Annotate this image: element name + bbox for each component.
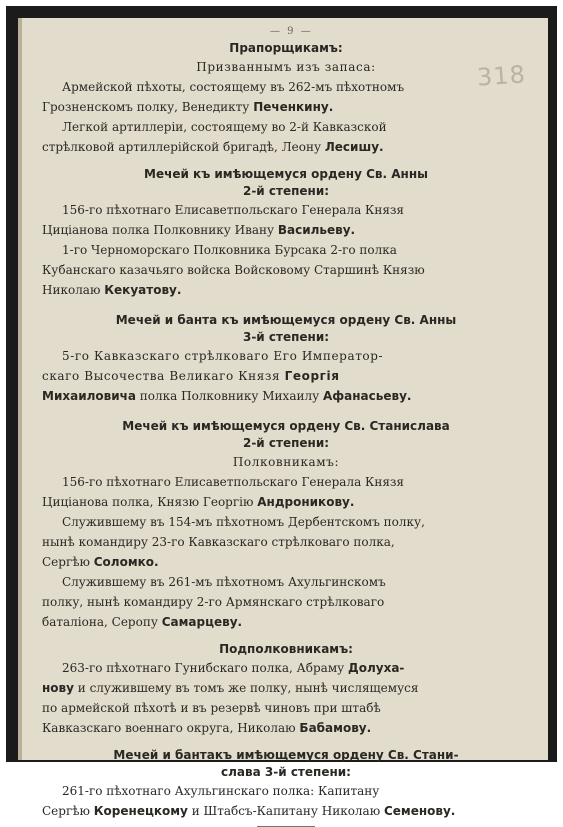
page-content xyxy=(42,40,530,827)
entry-line: полку, нынѣ командиру 2-го Армянскаго стрѣлковаго xyxy=(42,595,385,609)
entry-line: Сергѣю Коренецкому и Штабсъ-Капитану Николаю Семенову. xyxy=(42,804,456,818)
entry-line: 5-го Кавказскаго стрѣлковаго Его Император- xyxy=(62,349,384,363)
scan-frame xyxy=(6,6,557,818)
document-page xyxy=(18,18,548,818)
entry-line: Кавказскаго военнаго округа, Николаю Бабамову. xyxy=(42,721,372,735)
entry-line: нынѣ командиру 23-го Кавказскаго стрѣлковаго полка, xyxy=(42,535,395,549)
heading-stanislav-3-degree: слава 3-й степени: xyxy=(221,765,351,779)
entry-line: Михаиловича полка Полковнику Михаилу Афанасьеву. xyxy=(42,389,412,403)
entry-line: 1-го Черноморскаго Полковника Бурсака 2-го полка xyxy=(62,243,397,257)
heading-podpolkovnikam: Подполковникамъ: xyxy=(219,642,353,656)
heading-stanislav-2: Мечей къ имѣющемуся ордену Св. Станислава xyxy=(122,419,450,433)
subheading-polkovnikam: Полковникамъ: xyxy=(232,455,340,469)
entry-line: скаго Высочества Великаго Князя Георгія xyxy=(42,369,340,383)
entry-line: Служившему въ 261-мъ пѣхотномъ Ахульгинскомъ xyxy=(62,575,386,589)
entry-line: стрѣлковой артиллерійской бригадѣ, Леону Лесишу. xyxy=(42,140,384,154)
entry-line: по армейской пѣхотѣ и въ резервѣ чиновъ при штабѣ xyxy=(42,701,381,715)
subheading-prizvannym: Призваннымъ изъ запаса: xyxy=(196,60,376,74)
entry-line: Армейской пѣхоты, состоящему въ 262-мъ пѣхотномъ xyxy=(62,80,405,94)
entry-line: Николаю Кекуатову. xyxy=(42,283,182,297)
entry-line: Циціанова полка Полковнику Ивану Васильеву. xyxy=(42,223,356,237)
heading-anna-2-degree: 2-й степени: xyxy=(242,184,330,198)
archive-stamp-number: 318 xyxy=(476,60,527,92)
heading-anna-2: Мечей къ имѣющемуся ордену Св. Анны xyxy=(144,167,428,181)
entry-line: 261-го пѣхотнаго Ахульгинскаго полка: Капитану xyxy=(62,784,380,798)
entry-line: Кубанскаго казачьяго войска Войсковому Старшинѣ Князю xyxy=(42,263,425,277)
entry-line: 156-го пѣхотнаго Елисаветпольскаго Генерала Князя xyxy=(62,203,405,217)
entry-line: Сергѣю Соломко. xyxy=(42,555,159,569)
page-number: — 9 — xyxy=(270,26,313,37)
heading-stanislav-2-degree: 2-й степени: xyxy=(242,436,330,450)
entry-line: 156-го пѣхотнаго Елисаветпольскаго Генерала Князя xyxy=(62,475,405,489)
entry-line: нову и служившему въ томъ же полку, нынѣ числящемуся xyxy=(42,681,419,695)
entry-line: Легкой артиллеріи, состоящему во 2-й Кавказской xyxy=(62,120,387,134)
heading-anna-3: Мечей и банта къ имѣющемуся ордену Св. Анны xyxy=(115,313,457,327)
entry-line: 263-го пѣхотнаго Гунибскаго полка, Абраму Долуха- xyxy=(62,661,405,675)
heading-stanislav-3: Мечей и бантакъ имѣющемуся ордену Св. Стани- xyxy=(113,748,459,762)
entry-line: Грозненскомъ полку, Венедикту Печенкину. xyxy=(42,100,334,114)
entry-line: баталіона, Серопу Самарцеву. xyxy=(42,615,243,629)
heading-praporshchikam: Прапорщикамъ: xyxy=(229,41,343,55)
heading-anna-3-degree: 3-й степени: xyxy=(242,330,330,344)
entry-line: Служившему въ 154-мъ пѣхотномъ Дербентскомъ полку, xyxy=(62,515,425,529)
entry-line: Циціанова полка, Князю Георгію Андроникову. xyxy=(42,495,355,509)
